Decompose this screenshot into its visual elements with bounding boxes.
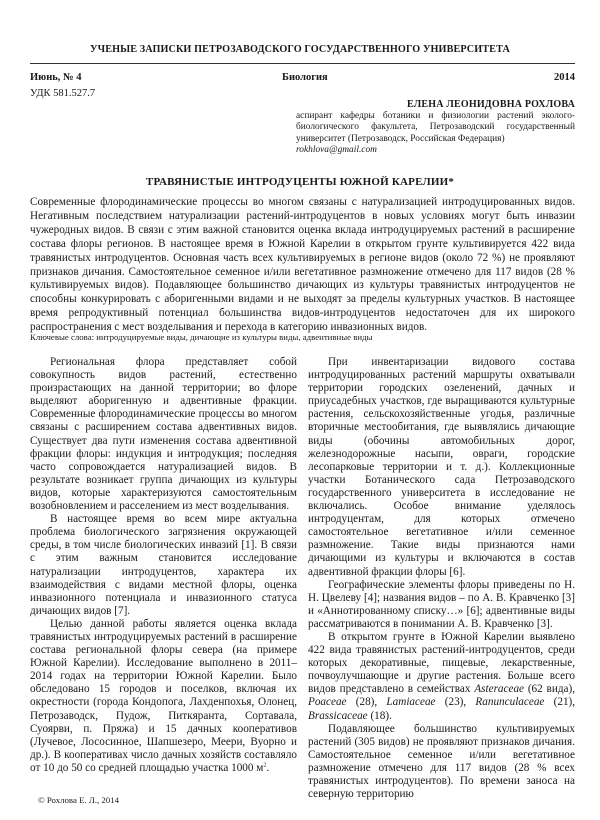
paragraph: Целью данной работы является оценка вклада травянистых интродуцируемых растений в расширение состава региональной флоры севера (на примере Южной Карелии). Исследование выполнено в 2011–2014 годах на территории Южной Карелии. Было обследовано 15 городов и поселков, включая их окрестности (города Кондопога, Лахденпохья, Олонец, Петрозаводск, Пудож, Питкяранта, Сортавала, Суоярви, п. Пряжа) и 15 дачных кооперативов (Лучевое, Лососинное, Шапшезеро, Меери, Вуорно и др.). В кооперативах число дачных хозяйств составляло от 10 до 50 со средней площадью участка 1000 $м^2$. bbox=[30, 617, 297, 774]
family-name: Ranunculaceae bbox=[475, 696, 545, 709]
header-rule bbox=[30, 63, 575, 64]
issue-year: 2014 bbox=[554, 72, 575, 83]
paragraph: В настоящее время во всем мире актуальна проблема биологического загрязнения окружающей среды, в том числе биологических инвазий [1]. В связи с этим важным становится исследование натурализации интродуцентов, характера их взаимодействия с видами местной флоры, оценка инвазионного потенциала и инвазионного статуса дичающих видов [7]. bbox=[30, 513, 297, 617]
author-email[interactable]: rokhlova@gmail.com bbox=[296, 144, 377, 155]
family-name: Poaceae bbox=[308, 696, 347, 709]
body-left-column bbox=[30, 356, 297, 775]
author-block bbox=[296, 99, 575, 156]
family-name: Lamiaceae bbox=[386, 696, 436, 709]
udk-code: УДК 581.527.7 bbox=[30, 88, 96, 99]
family-count: (21) bbox=[553, 696, 573, 709]
author-name: ЕЛЕНА ЛЕОНИДОВНА РОХЛОВА bbox=[406, 99, 575, 110]
abstract: Современные флородинамические процессы во многом связаны с натурализацией интродуцированных видов. Негативным последствием натурализации растений-интродуцентов в новых условиях могут быть инвазии чужеродных видов. В связи с этим важной становится оценка вклада интродуцируемых растений в расширение состава флоры регионов. В настоящее время в Южной Карелии в открытом грунте культивируется 422 вида травянистых интродуцентов. Основная часть всех культивируемых в регионе видов (около 72 %) не проявляют признаков дичания. Самостоятельное семенное и/или вегетативное размножение отмечено для 117 видов (28 % культивируемых видов). Подавляющее большинство дичающих из культуры травянистых интродуцентов не способны конкурировать с аборигенными видами и не выходят за пределы культурных участков. В настоящее время репродуктивный потенциал большинства видов-интродуцентов недостаточен для их широкого распространения с мест возделывания и перехода в категорию инвазионных видов. bbox=[30, 196, 575, 334]
author-affiliation: аспирант кафедры ботаники и физиологии растений эколого-биологического факультета, Петрозаводский государственный университет (Петрозаводск, Российская Федерация) bbox=[296, 111, 575, 144]
journal-section: Биология bbox=[282, 72, 328, 83]
article-title: ТРАВЯНИСТЫЕ ИНТРОДУЦЕНТЫ ЮЖНОЙ КАРЕЛИИ* bbox=[145, 176, 455, 188]
issue-number: Июнь, № 4 bbox=[30, 72, 82, 83]
paragraph: Подавляющее большинство культивируемых растений (305 видов) не проявляют признаков дичания. Самостоятельное семенное и/или вегетативное размножение отмечено для 117 видов (28 % всех травянистых интродуцентов). По времени заноса на северную территорию bbox=[308, 722, 575, 801]
paragraph: Географические элементы флоры приведены по Н. Н. Цвелеву [4]; названия видов – по А. В. Кравченко [3] и «Аннотированному списку…» [6]; адвентивные виды рассматриваются в понимании А. В. Кравченко [3]. bbox=[308, 578, 575, 630]
copyright-notice: © Рохлова Е. Л., 2014 bbox=[38, 795, 119, 805]
body-right-column bbox=[308, 356, 575, 801]
journal-title: УЧЕНЫЕ ЗАПИСКИ ПЕТРОЗАВОДСКОГО ГОСУДАРСТВЕННОГО УНИВЕРСИТЕТА bbox=[90, 44, 510, 55]
superscript: 2 bbox=[263, 762, 267, 769]
keywords: Ключевые слова: интродуцируемые виды, дичающие из культуры виды, адвентивные виды bbox=[30, 332, 373, 342]
family-name: Brassicaceae bbox=[308, 709, 368, 722]
family-count: (23) bbox=[444, 696, 464, 709]
family-count: (18) bbox=[370, 709, 390, 722]
paragraph: Региональная флора представляет собой совокупность видов растений, естественно произрастающих на данной территории; во флоре выделяют аборигенную и адвентивные фракции. Современные флородинамические процессы во многом связаны с расширением состава адвентивных видов. Существует два пути изменения состава адвентивной фракции флоры: индукция и интродукция; последняя часто сопровождается натурализацией видов. В результате возникает группа дичающих из культуры видов, которые характеризуются самостоятельным возобновлением и расселением из мест возделывания. bbox=[30, 356, 297, 513]
paragraph: При инвентаризации видового состава интродуцированных растений маршруты охватывали территории городских озеленений, дачных и приусадебных участков, где выращиваются культурные растения, сельскохозяйственные угодья, различные вторичные местообитания, где выявлялись дичающие виды (обочины автомобильных дорог, железнодорожные насыпи, овраги, городские лесопарковые территории и т. д.). Коллекционные участки Ботанического сада Петрозаводского государственного университета в исследование не включались. Особое внимание уделялось интродуцентам, для которых отмечено самостоятельное вегетативное и/или семенное размножение. Такие виды признаются нами дичающими из культуры и включаются в состав адвентивной фракции флоры [6]. bbox=[308, 356, 575, 578]
paragraph-families: В открытом грунте в Южной Карелии выявлено 422 вида травянистых растений-интродуцентов, среди которых декоративные, пищевые, лекарственные, почвоулучшающие и другие растения. Больше всего видов представлено в семействах Asteraceae (62 вида), Poaceae (28), Lamiaceae (23), Ranunculaceae (21), Brassicaceae (18). bbox=[308, 630, 576, 722]
family-count: (62 вида) bbox=[527, 683, 573, 696]
families-intro: В открытом грунте в Южной Карелии выявлено 422 вида травянистых растений-интродуцентов, среди которых декоративные, пищевые, лекарственные, почвоулучшающие и другие растения. Больше всего видов представлено в семействах bbox=[308, 630, 575, 696]
family-count: (28) bbox=[355, 696, 375, 709]
family-name: Asteraceae bbox=[474, 683, 525, 696]
